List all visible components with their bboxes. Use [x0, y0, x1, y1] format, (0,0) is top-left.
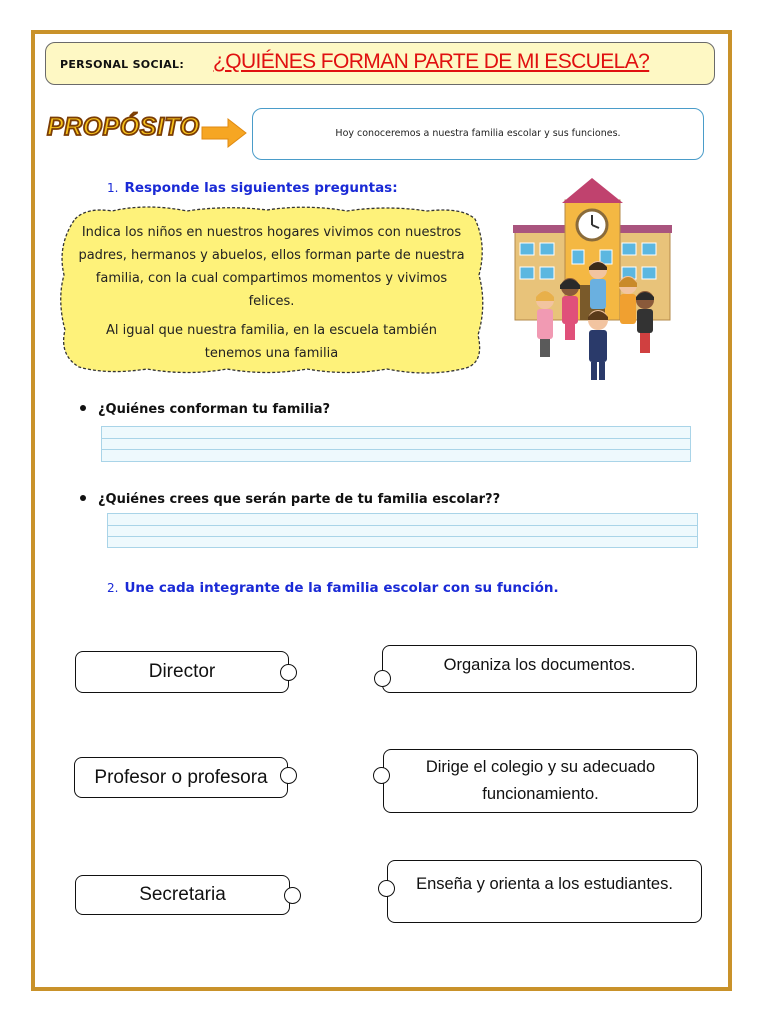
page-title: ¿QUIÉNES FORMAN PARTE DE MI ESCUELA? [213, 50, 650, 73]
answer-line [108, 525, 697, 526]
bullet-icon [80, 405, 86, 411]
question2-heading [107, 580, 559, 596]
role-secretary[interactable] [75, 875, 290, 915]
purpose-text: Hoy conoceremos a nuestra familia escolar y sus funciones. [335, 128, 621, 139]
function-label: Enseña y orienta a los estudiantes. [416, 875, 673, 893]
cloud-paragraph-2: Al igual que nuestra familia, en la escuela también tenemos una familia [106, 323, 437, 361]
info-cloud [57, 205, 486, 375]
role-label: Secretaria [139, 884, 226, 905]
purpose-box [252, 108, 704, 160]
purpose-label: PROPÓSITO [47, 113, 200, 141]
function-documents[interactable] [382, 645, 697, 693]
question1-heading [107, 180, 398, 196]
header-bar [45, 42, 715, 85]
connector-dot[interactable] [280, 767, 297, 784]
arrow-right-icon [200, 117, 248, 149]
school-illustration [510, 175, 675, 385]
role-teacher[interactable] [74, 757, 288, 798]
question2-number: 2. [107, 581, 119, 595]
function-teaches[interactable] [387, 860, 702, 923]
question1-text: Responde las siguientes preguntas: [124, 180, 398, 196]
answer-line [102, 449, 690, 450]
connector-dot[interactable] [373, 767, 390, 784]
role-director[interactable] [75, 651, 289, 693]
question2-text: Une cada integrante de la familia escolar con su función. [124, 580, 559, 596]
connector-dot[interactable] [378, 880, 395, 897]
school-family-answer-lines[interactable] [107, 513, 698, 548]
school-family-question [80, 492, 500, 507]
function-label: Organiza los documentos. [443, 656, 636, 674]
connector-dot[interactable] [280, 664, 297, 681]
role-label: Director [148, 661, 216, 682]
family-question [80, 402, 330, 417]
school-family-question-text: ¿Quiénes crees que serán parte de tu familia escolar?? [98, 492, 501, 507]
family-answer-lines[interactable] [101, 426, 691, 462]
connector-dot[interactable] [374, 670, 391, 687]
cloud-paragraph-1: Indica los niños en nuestros hogares vivimos con nuestros padres, hermanos y abuelos, ellos forman parte de nuestra familia, con la cual compartimos momentos y vivimos felices. [78, 225, 465, 309]
answer-line [102, 438, 690, 439]
role-label: Profesor o profesora [94, 766, 268, 788]
function-directs[interactable] [383, 749, 698, 813]
bullet-icon [80, 495, 86, 501]
cloud-text [77, 221, 466, 371]
function-label: Dirige el colegio y su adecuado funcionamiento. [425, 758, 656, 803]
answer-line [108, 536, 697, 537]
family-question-text: ¿Quiénes conforman tu familia? [98, 402, 331, 417]
area-label: PERSONAL SOCIAL: [60, 58, 185, 71]
question1-number: 1. [107, 181, 119, 195]
connector-dot[interactable] [284, 887, 301, 904]
